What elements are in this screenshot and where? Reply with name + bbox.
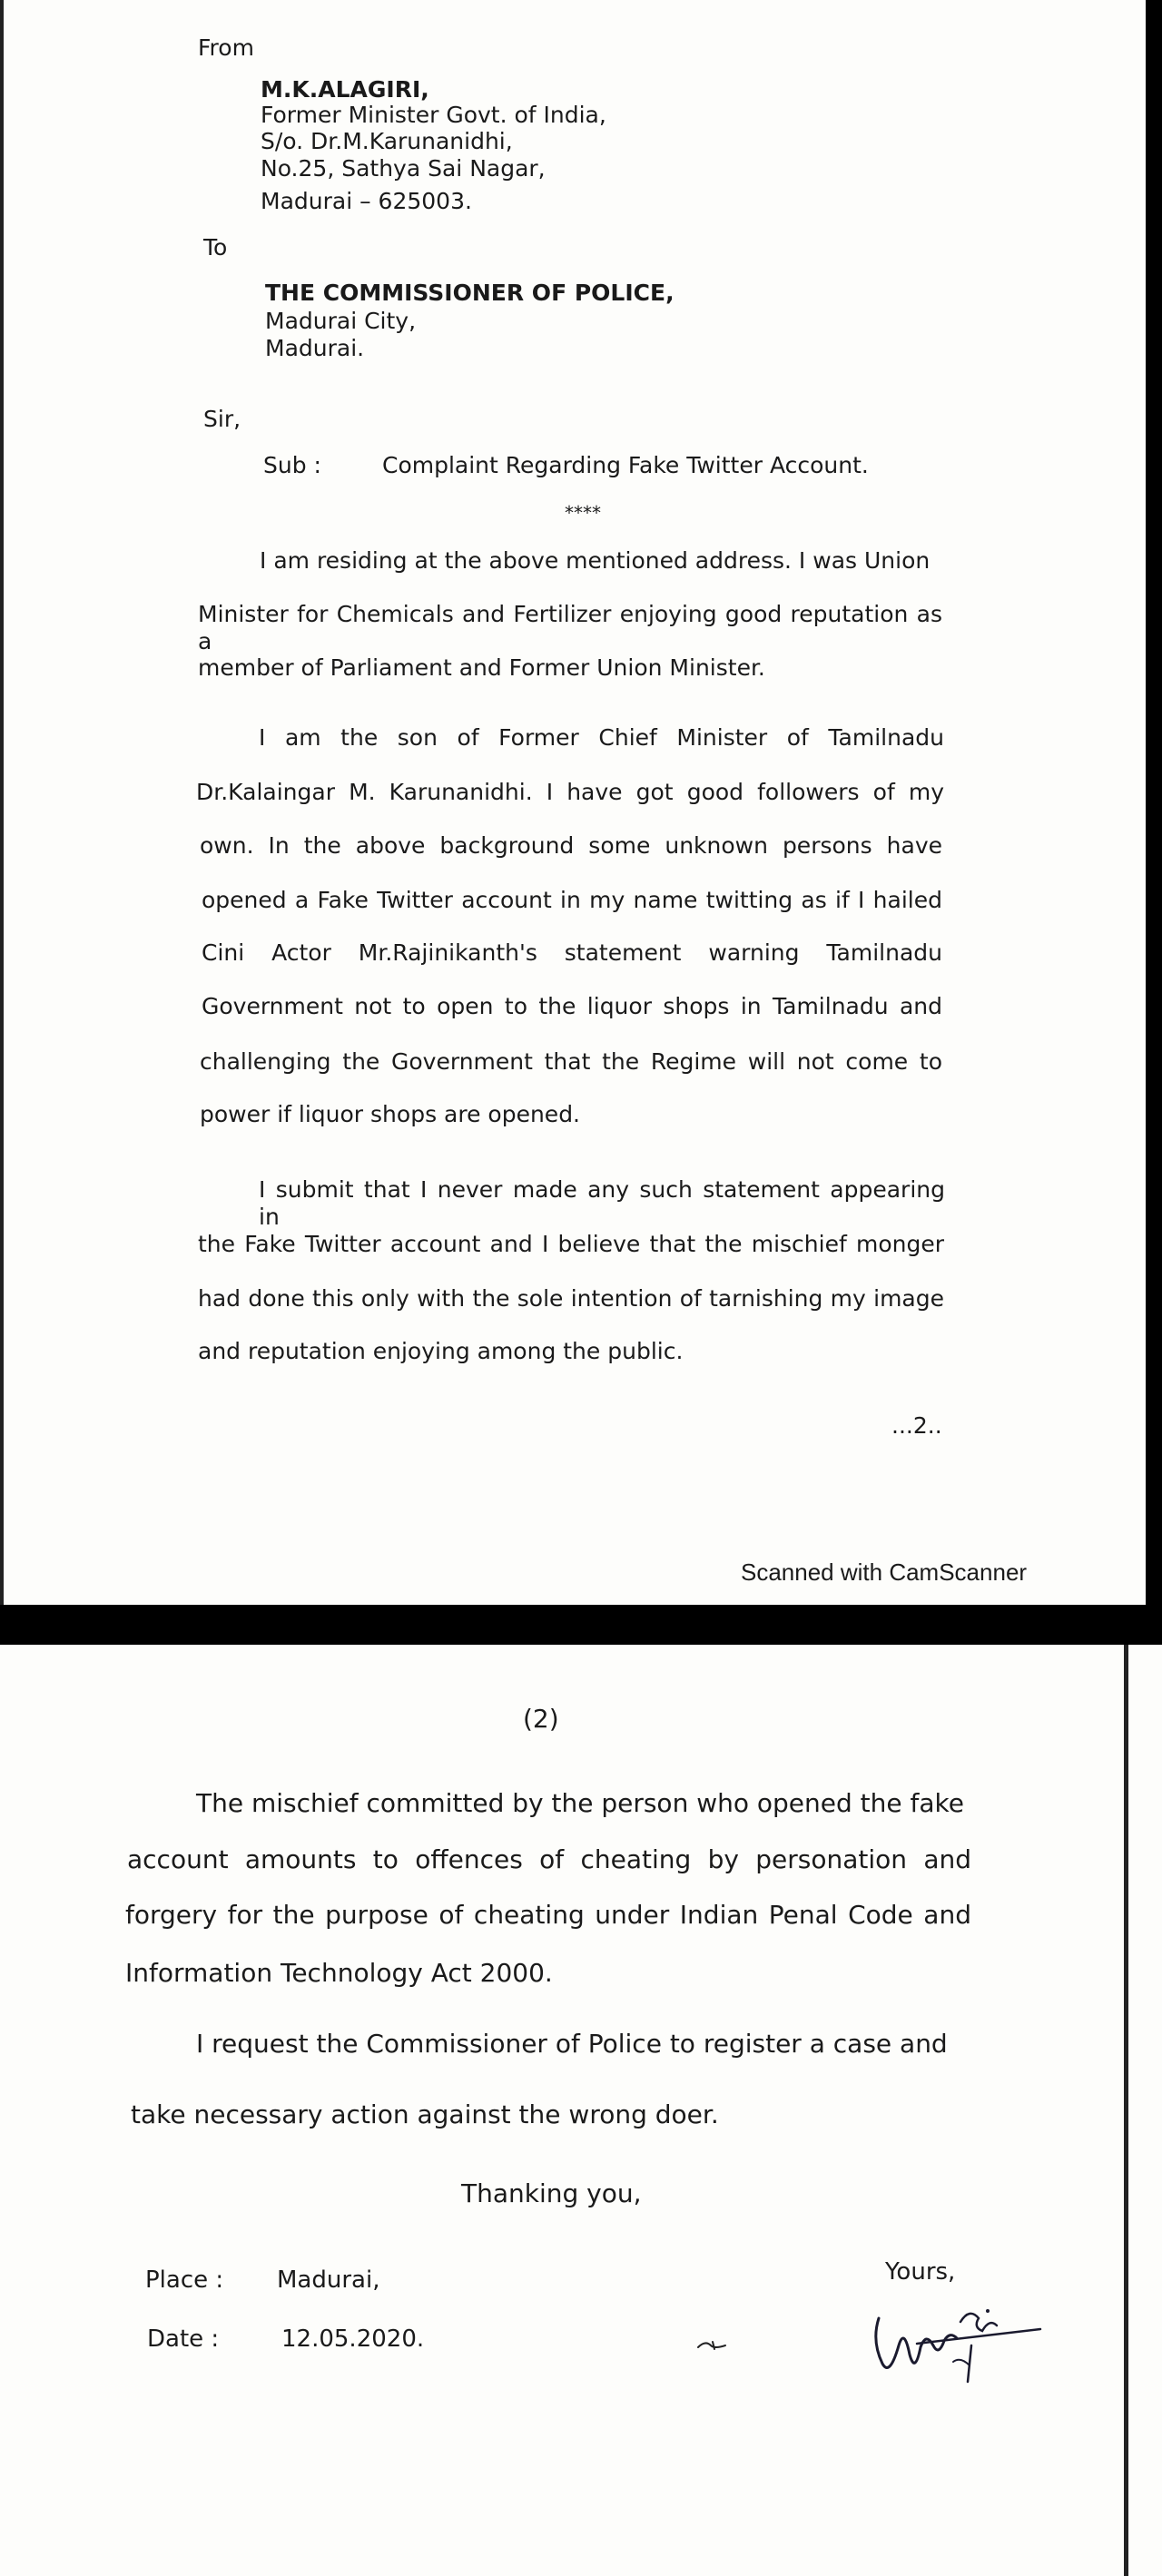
salutation: Sir, bbox=[203, 406, 241, 432]
para1-line: I am residing at the above mentioned address. I was Union bbox=[260, 547, 931, 574]
signature bbox=[862, 2291, 1044, 2391]
para2-line: own. In the above background some unknown persons have bbox=[200, 832, 942, 859]
scan-edge bbox=[1124, 1645, 1128, 2576]
para3-line: I submit that I never made any such statement appearing in bbox=[259, 1176, 945, 1230]
subject-label: Sub : bbox=[263, 452, 321, 478]
place-label: Place : bbox=[145, 2266, 224, 2294]
para2-line: Dr.Kalaingar M. Karunanidhi. I have got good followers of my bbox=[196, 779, 944, 805]
para2-line: challenging the Government that the Regime will not come to bbox=[200, 1048, 942, 1075]
para3-line: and reputation enjoying among the public. bbox=[198, 1338, 684, 1364]
closing: Thanking you, bbox=[461, 2178, 642, 2208]
para2-line: Government not to open to the liquor shops in Tamilnadu and bbox=[202, 993, 942, 1019]
p2-para1-line: The mischief committed by the person who opened the fake bbox=[196, 1788, 964, 1818]
para2-line: power if liquor shops are opened. bbox=[200, 1101, 581, 1127]
para1-line: Minister for Chemicals and Fertilizer enjoying good reputation as a bbox=[198, 601, 942, 654]
separator: **** bbox=[565, 502, 601, 524]
p2-para1-line: account amounts to offences of cheating by personation and bbox=[127, 1844, 971, 1874]
sender-name: M.K.ALAGIRI, bbox=[261, 76, 429, 103]
letter-page-2 bbox=[0, 1645, 1162, 2576]
p2-para1-line: Information Technology Act 2000. bbox=[125, 1958, 553, 1988]
sender-line: Madurai – 625003. bbox=[261, 188, 472, 214]
from-label: From bbox=[198, 34, 254, 61]
page-number: (2) bbox=[523, 1704, 559, 1734]
sender-line: S/o. Dr.M.Karunanidhi, bbox=[261, 128, 513, 154]
p2-para1-line: forgery for the purpose of cheating under Indian Penal Code and bbox=[125, 1900, 971, 1930]
recipient-line: Madurai City, bbox=[265, 308, 417, 334]
recipient-line: Madurai. bbox=[265, 335, 365, 361]
scanner-watermark: Scanned with CamScanner bbox=[741, 1558, 1028, 1586]
subject-text: Complaint Regarding Fake Twitter Account. bbox=[382, 452, 869, 478]
para1-line: member of Parliament and Former Union Minister. bbox=[198, 654, 765, 681]
p2-para2-line: I request the Commissioner of Police to register a case and bbox=[196, 2029, 948, 2059]
para2-line: I am the son of Former Chief Minister of Tamilnadu bbox=[259, 724, 944, 751]
date-value: 12.05.2020. bbox=[281, 2325, 425, 2353]
scan-edge bbox=[0, 0, 4, 1605]
para2-line: opened a Fake Twitter account in my name twitting as if I hailed bbox=[202, 887, 942, 913]
sender-line: No.25, Sathya Sai Nagar, bbox=[261, 155, 546, 182]
place-value: Madurai, bbox=[277, 2266, 380, 2294]
p2-para2-line: take necessary action against the wrong doer. bbox=[131, 2099, 719, 2129]
date-label: Date : bbox=[147, 2325, 220, 2353]
para2-line: Cini Actor Mr.Rajinikanth's statement warning Tamilnadu bbox=[202, 939, 942, 966]
to-label: To bbox=[203, 234, 228, 261]
pen-mark bbox=[694, 2335, 731, 2355]
sender-line: Former Minister Govt. of India, bbox=[261, 102, 606, 128]
para3-line: had done this only with the sole intention of tarnishing my image bbox=[198, 1285, 944, 1312]
yours: Yours, bbox=[885, 2258, 956, 2286]
para3-line: the Fake Twitter account and I believe that the mischief monger bbox=[198, 1231, 944, 1257]
page-continuation: ...2.. bbox=[891, 1412, 942, 1439]
recipient-title: THE COMMISSIONER OF POLICE, bbox=[265, 280, 675, 306]
